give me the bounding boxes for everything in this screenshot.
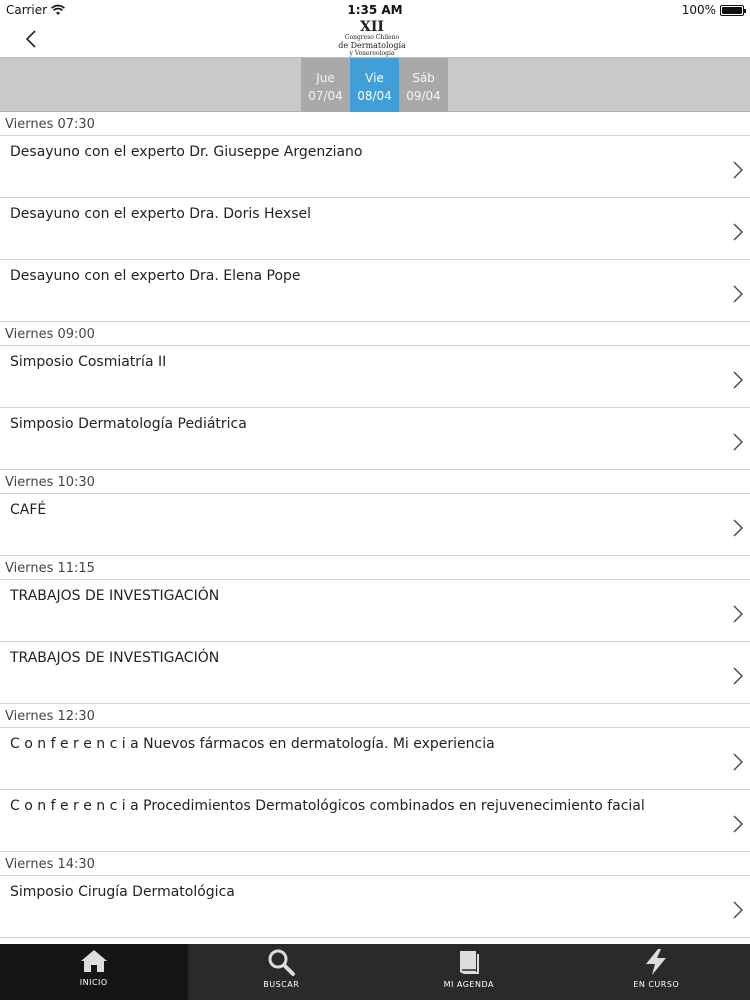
list-item-label: TRABAJOS DE INVESTIGACIÓN [10,588,220,604]
day-tab-date: 07/04 [308,89,343,103]
list-item[interactable] [0,728,750,790]
day-tab-day: Sáb [412,71,435,85]
day-selector [0,58,750,112]
nav-bar [0,20,750,58]
carrier-label: Carrier [6,3,48,17]
day-tab-date: 09/04 [406,89,441,103]
section-header: Viernes 14:30 [0,852,750,876]
day-tabs [301,58,448,112]
list-item-label: C o n f e r e n c i a Procedimientos Dermatológicos combinados en rejuvenecimiento facial [10,798,645,814]
tab-label: INICIO [79,978,108,987]
list-item[interactable] [0,408,750,470]
home-icon [0,948,188,974]
list-item[interactable] [0,790,750,852]
battery-icon [720,5,744,16]
list-item-label: Desayuno con el experto Dra. Elena Pope [10,268,301,284]
chevron-right-icon [732,666,744,686]
congress-logo [330,20,414,58]
logo-roman: XII [360,19,384,35]
chevron-right-icon [732,752,744,772]
list-item-label: TRABAJOS DE INVESTIGACIÓN [10,650,220,666]
chevron-right-icon [732,160,744,180]
day-tab-1[interactable] [350,58,399,112]
day-tab-day: Vie [365,71,384,85]
tab-mi-agenda[interactable] [375,944,563,1000]
day-tab-0[interactable] [301,58,350,112]
list-item[interactable] [0,580,750,642]
battery-percent: 100% [681,3,716,17]
schedule-list[interactable] [0,112,750,944]
tab-label: BUSCAR [263,980,300,989]
chevron-right-icon [732,518,744,538]
list-item[interactable] [0,136,750,198]
status-right [682,3,744,17]
day-tab-day: Jue [316,71,335,85]
day-tab-date: 08/04 [357,89,392,103]
chevron-right-icon [732,432,744,452]
status-bar [0,0,750,20]
tab-label: EN CURSO [633,980,680,989]
list-item[interactable] [0,346,750,408]
tab-en-curso[interactable] [563,944,750,1000]
list-item-label: C o n f e r e n c i a Nuevos fármacos en dermatología. Mi experiencia [10,736,495,752]
tab-inicio[interactable] [0,944,188,1000]
list-item-label: Simposio Dermatología Pediátrica [10,416,247,432]
chevron-right-icon [732,604,744,624]
chevron-right-icon [732,814,744,834]
section-header: Viernes 11:15 [0,556,750,580]
list-item[interactable] [0,642,750,704]
book-icon [375,948,563,976]
status-time: 1:35 AM [347,3,403,17]
search-icon [188,948,376,976]
chevron-right-icon [732,284,744,304]
section-header: Viernes 09:00 [0,322,750,346]
tab-buscar[interactable] [188,944,376,1000]
tab-bar [0,944,750,1000]
logo-line1: Congreso Chileno [344,34,400,41]
chevron-right-icon [732,900,744,920]
logo-line3: y Venereología [349,50,395,57]
list-item[interactable] [0,876,750,938]
section-header: Viernes 10:30 [0,470,750,494]
tab-label: MI AGENDA [443,980,494,989]
list-item[interactable] [0,494,750,556]
list-item-label: Simposio Cosmiatría II [10,354,167,370]
back-button[interactable] [18,26,44,52]
list-item-label: CAFÉ [10,502,47,518]
logo-line2: de Dermatología [338,41,406,50]
lightning-icon [563,948,750,976]
chevron-left-icon [25,30,37,48]
list-item-label: Desayuno con el experto Dr. Giuseppe Argenziano [10,144,363,160]
section-header: Viernes 12:30 [0,704,750,728]
chevron-right-icon [732,370,744,390]
day-tab-2[interactable] [399,58,448,112]
list-item[interactable] [0,260,750,322]
section-header: Viernes 07:30 [0,112,750,136]
list-item-label: Desayuno con el experto Dra. Doris Hexsel [10,206,311,222]
battery-fill [722,7,742,14]
chevron-right-icon [732,222,744,242]
list-item-label: Simposio Cirugía Dermatológica [10,884,235,900]
list-item[interactable] [0,198,750,260]
